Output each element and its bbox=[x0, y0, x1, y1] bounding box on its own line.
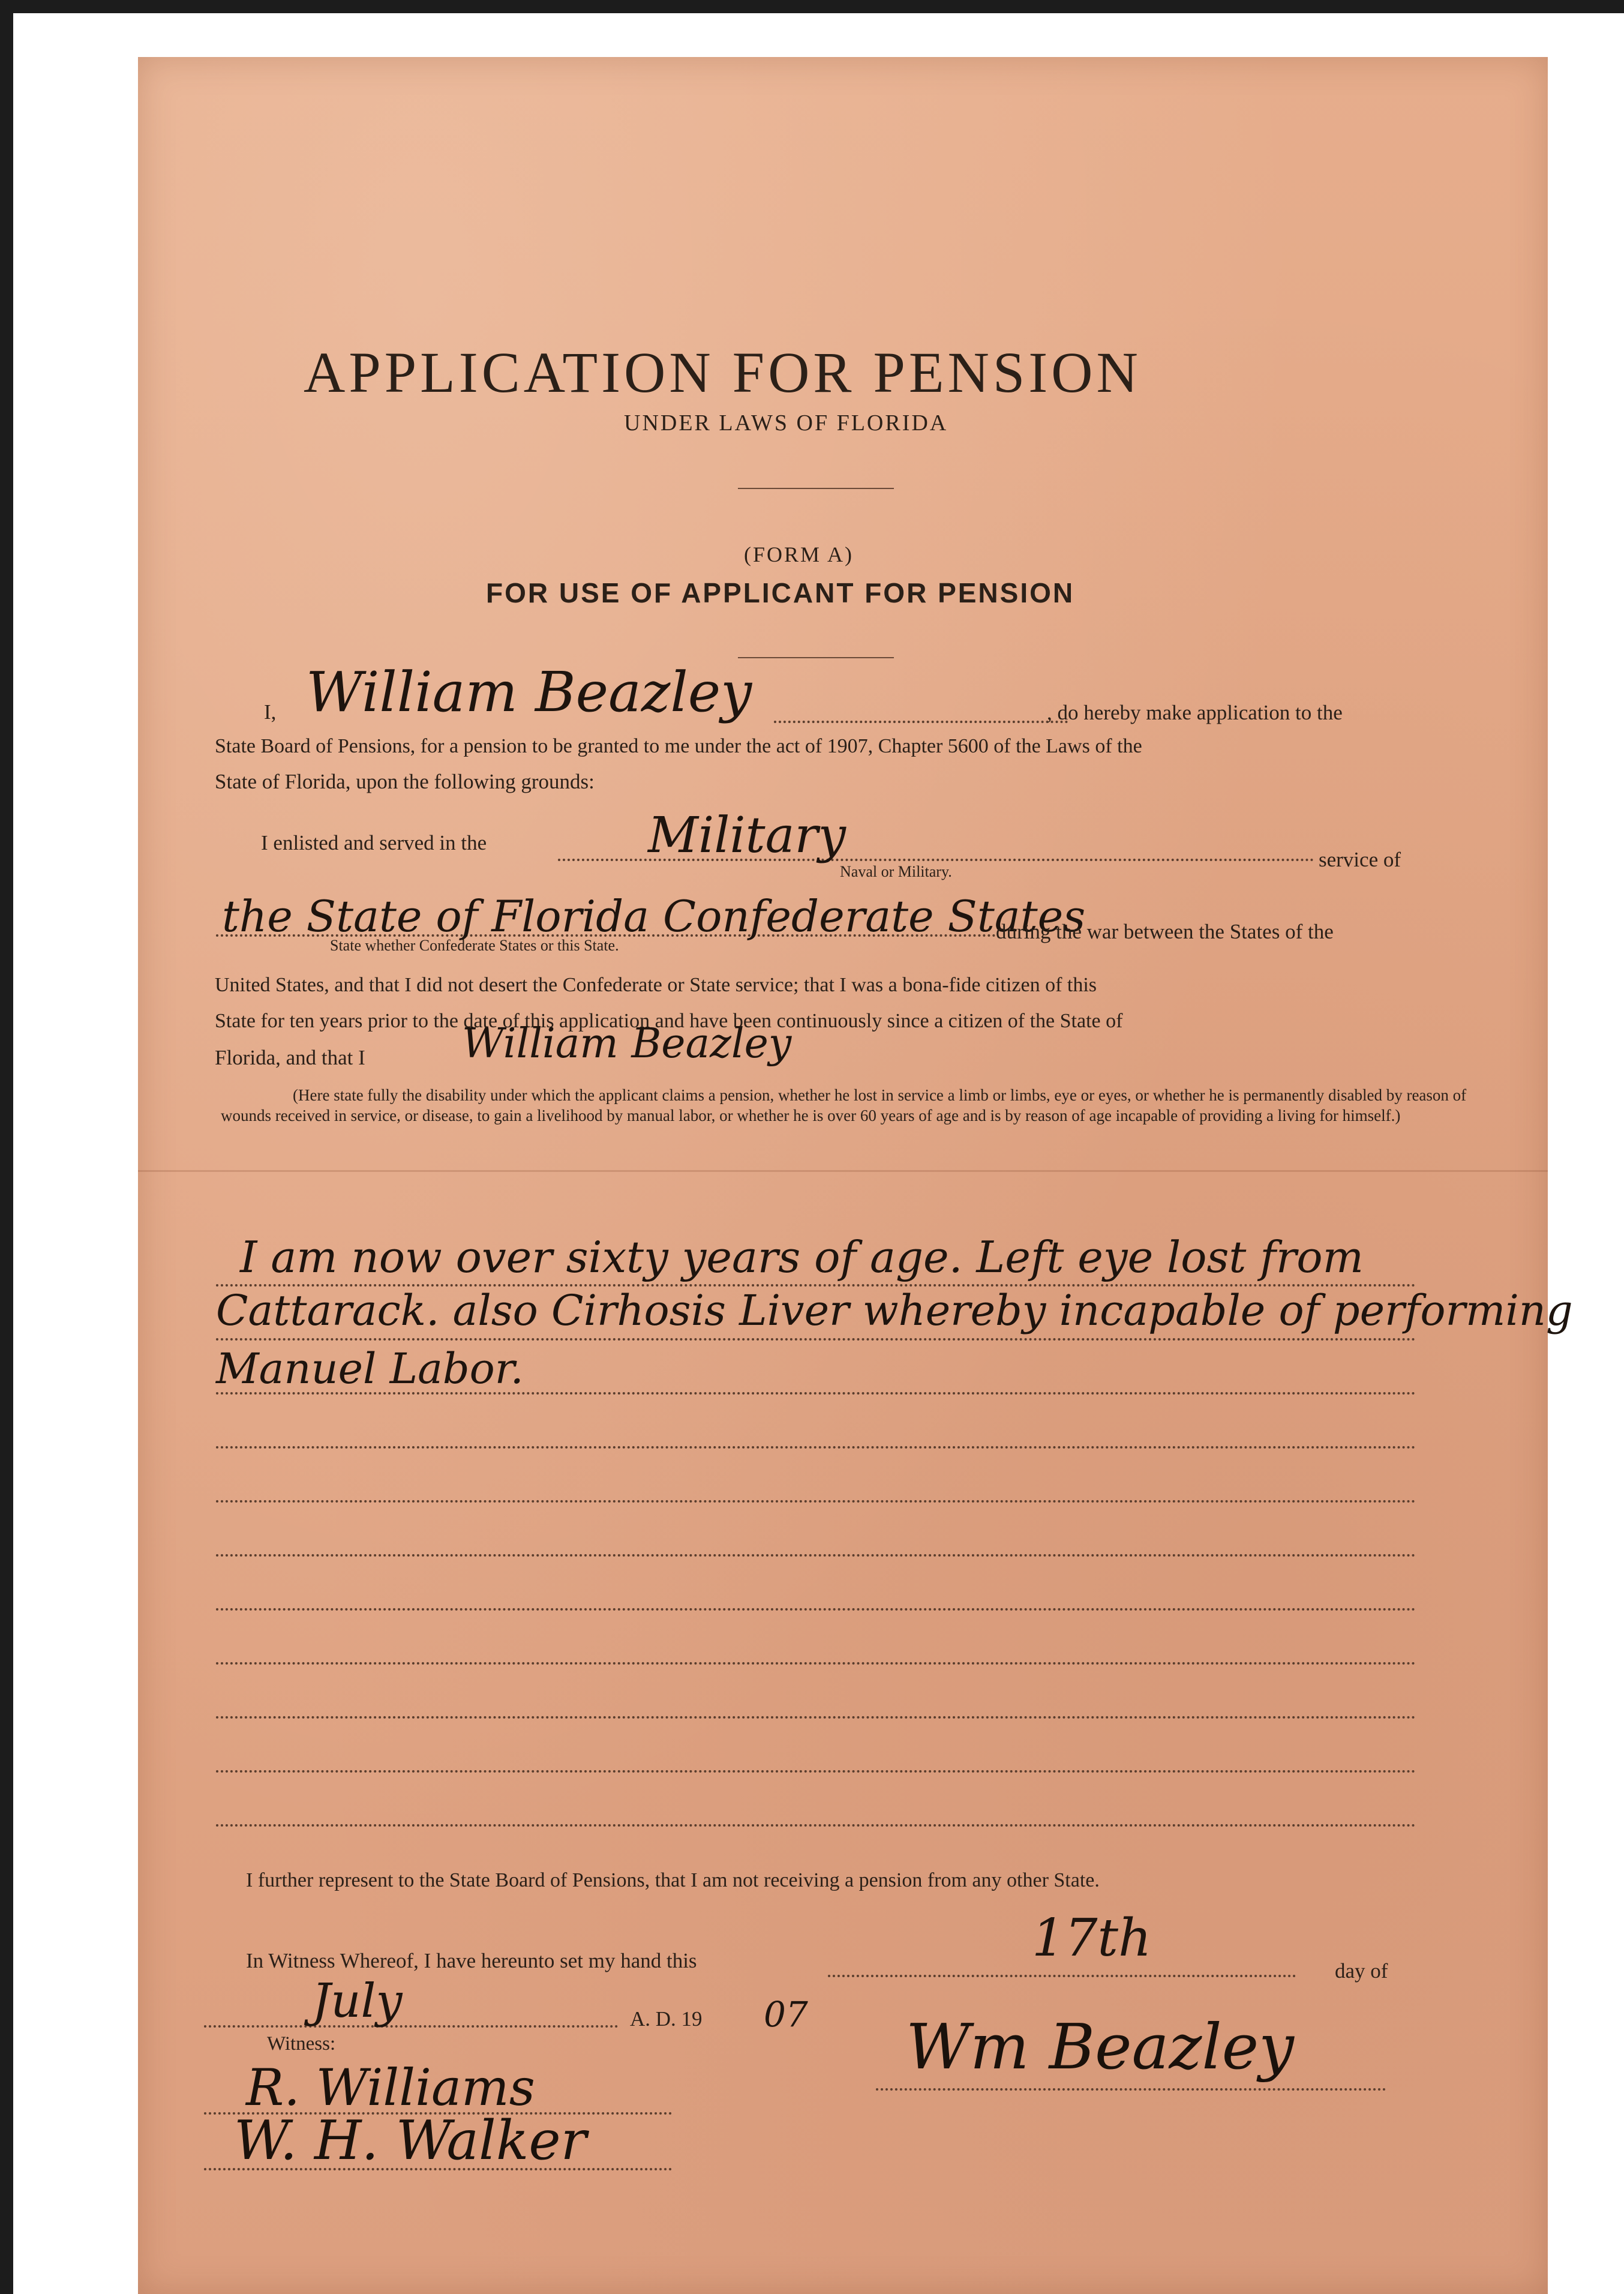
service-state-value: the State of Florida Confederate States bbox=[222, 891, 1086, 941]
applicant-signature: Wm Beazley bbox=[906, 2010, 1294, 2083]
blank-line bbox=[216, 1446, 1416, 1449]
service-line-c-prefix: Florida, and that I bbox=[215, 1046, 365, 1069]
scan-frame-top bbox=[0, 0, 1624, 13]
service-branch: Military bbox=[648, 807, 846, 864]
witness-whereof: In Witness Whereof, I have hereunto set my hand this bbox=[246, 1949, 697, 1972]
blank-line bbox=[216, 1770, 1416, 1773]
blank-line bbox=[216, 1824, 1416, 1827]
form-label: (FORM A) bbox=[744, 542, 854, 566]
service-line-b: State for ten years prior to the date of this application and have been continuously since a citizen of the State of bbox=[215, 1010, 1123, 1032]
form-use-title: FOR USE OF APPLICANT FOR PENSION bbox=[486, 577, 1075, 608]
blank-line bbox=[216, 1608, 1416, 1611]
applicant-signature-line bbox=[876, 2088, 1386, 2091]
service-state-suffix: during the war between the States of the bbox=[996, 920, 1334, 943]
day-dotted-line bbox=[828, 1975, 1296, 1977]
blank-line bbox=[216, 1554, 1416, 1557]
intro-line2: State Board of Pensions, for a pension to be granted to me under the act of 1907, Chapter 5600 of the Laws of the bbox=[215, 735, 1142, 757]
intro-prefix: I, bbox=[264, 700, 277, 724]
service-suffix: service of bbox=[1319, 848, 1401, 871]
day-value: 17th bbox=[1032, 1908, 1152, 1968]
blank-line bbox=[216, 1500, 1416, 1503]
witness-2-signature: W. H. Walker bbox=[234, 2109, 587, 2172]
blank-line bbox=[216, 1716, 1416, 1719]
month-dotted-line bbox=[204, 2025, 618, 2028]
state-hint: State whether Confederate States or this State. bbox=[330, 937, 619, 954]
service-line-a: United States, and that I did not desert the Confederate or State service; that I was a bona-fide citizen of this bbox=[215, 974, 1097, 996]
intro-line3: State of Florida, upon the following grounds: bbox=[215, 770, 595, 793]
year-prefix: A. D. 19 bbox=[630, 2007, 703, 2031]
scan-frame-left bbox=[0, 0, 13, 2294]
service-prefix: I enlisted and served in the bbox=[261, 831, 487, 854]
disability-line-2 bbox=[216, 1338, 1416, 1341]
intro-line1-suffix: , do hereby make application to the bbox=[1047, 701, 1343, 724]
service-line-c-name: William Beazley bbox=[462, 1020, 792, 1067]
name-dotted-line bbox=[774, 721, 1068, 723]
fold-crease bbox=[138, 1170, 1548, 1172]
branch-hint: Naval or Military. bbox=[840, 863, 952, 880]
disability-text-1: I am now over sixty years of age. Left eye lost from bbox=[240, 1232, 1364, 1282]
disability-instructions: (Here state fully the disability under which the applicant claims a pension, whether he lost in service a limb or limbs, eye or eyes, or whether he is permanently disabled by reason of wounds received in service, or disease, to gain a livelihood by manual labor, or whether he is over 60 years of age and is by reason of age incapable of providing a living for himself.) bbox=[221, 1086, 1467, 1124]
month-value: July bbox=[312, 1974, 403, 2028]
disability-text-2: Cattarack. also Cirhosis Liver whereby incapable of performing bbox=[216, 1286, 1573, 1335]
document-title: APPLICATION FOR PENSION bbox=[304, 340, 1142, 404]
year-value: 07 bbox=[764, 1994, 808, 2035]
witness-label: Witness: bbox=[267, 2033, 336, 2055]
closing-statement: I further represent to the State Board of Pensions, that I am not receiving a pension from any other State. bbox=[246, 1869, 1100, 1891]
witness-1-signature: R. Williams bbox=[246, 2058, 535, 2117]
document-subtitle: UNDER LAWS OF FLORIDA bbox=[624, 410, 948, 436]
applicant-name: William Beazley bbox=[306, 660, 752, 724]
blank-line bbox=[216, 1662, 1416, 1665]
header-divider bbox=[738, 488, 894, 489]
disability-text-3: Manuel Labor. bbox=[216, 1344, 524, 1393]
section-divider bbox=[738, 657, 894, 658]
day-suffix: day of bbox=[1335, 1959, 1388, 1983]
document-page bbox=[138, 57, 1573, 2294]
